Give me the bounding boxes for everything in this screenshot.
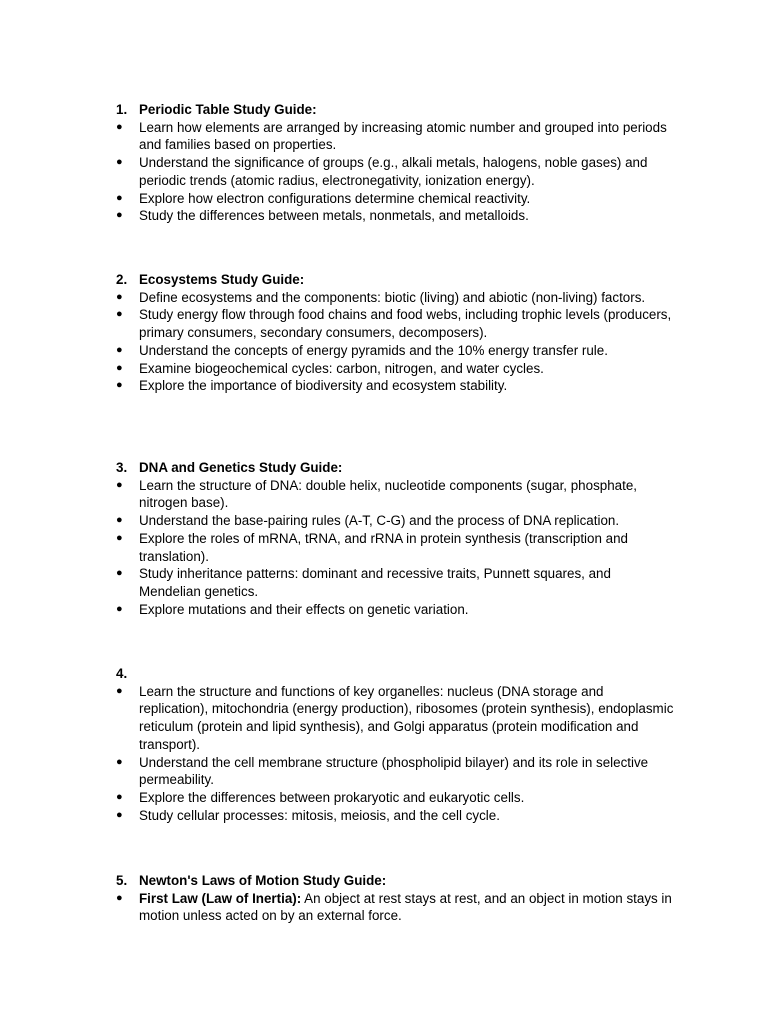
bullet-icon: ● [116, 514, 123, 527]
bullet-icon: ● [116, 209, 123, 222]
list-item [116, 306, 676, 341]
bullet-list [116, 477, 676, 619]
bullet-icon: ● [116, 808, 123, 821]
bullet-list [116, 119, 676, 225]
bullet-icon: ● [116, 343, 123, 356]
list-item [116, 512, 676, 530]
section-heading [116, 665, 676, 683]
section-heading [116, 101, 676, 119]
section-number: 1. [116, 102, 128, 117]
section-title: Newton's Laws of Motion Study Guide: [139, 873, 387, 888]
list-item-text: Understand the base-pairing rules (A-T, C-G) and the process of DNA replication. [139, 513, 620, 529]
section-number: 3. [116, 460, 128, 475]
list-item-text: Learn the structure of DNA: double helix, nucleotide components (sugar, phosphate, nitrogen base). [139, 477, 637, 511]
list-item [116, 477, 676, 512]
bullet-icon: ● [116, 567, 123, 580]
list-item [116, 754, 676, 789]
list-item [116, 683, 676, 754]
list-item [116, 601, 676, 619]
bullet-icon: ● [116, 531, 123, 544]
list-item-text: Study the differences between metals, nonmetals, and metalloids. [139, 208, 529, 224]
list-item [116, 890, 676, 925]
section-title: DNA and Genetics Study Guide: [139, 460, 343, 475]
list-item-text: Explore mutations and their effects on genetic variation. [139, 601, 469, 617]
list-item-text: Define ecosystems and the components: biotic (living) and abiotic (non-living) factors. [139, 289, 646, 305]
list-item [116, 807, 676, 825]
list-item-text: Learn the structure and functions of key organelles: nucleus (DNA storage and replication), mitochondria (energy production), ribosomes (protein synthesis), endoplasmic reticulum (protein and lipid synthesis), and Golgi apparatus (protein modification and transport). [139, 683, 674, 752]
bullet-list [116, 289, 676, 395]
list-item-text: Learn how elements are arranged by increasing atomic number and grouped into periods and families based on properties. [139, 119, 667, 153]
bullet-icon: ● [116, 156, 123, 169]
list-item-text: Explore the differences between prokaryotic and eukaryotic cells. [139, 789, 525, 805]
list-item-text: Study energy flow through food chains and food webs, including trophic levels (producers, primary consumers, secondary consumers, decomposers). [139, 307, 672, 341]
list-item [116, 530, 676, 565]
bullet-icon: ● [116, 790, 123, 803]
section-cell-structure [116, 665, 676, 824]
section-heading [116, 459, 676, 477]
section-title: Ecosystems Study Guide: [139, 272, 305, 287]
section-title: Periodic Table Study Guide: [139, 102, 317, 117]
list-item-text: Understand the significance of groups (e.g., alkali metals, halogens, noble gases) and periodic trends (atomic radius, electronegativity, ionization energy). [139, 155, 648, 188]
bullet-icon: ● [116, 379, 123, 392]
bullet-icon: ● [116, 602, 123, 615]
list-item-text: Examine biogeochemical cycles: carbon, nitrogen, and water cycles. [139, 360, 544, 376]
bullet-icon: ● [116, 891, 123, 904]
bullet-icon: ● [116, 290, 123, 303]
list-item [116, 289, 676, 307]
list-item-text: Explore the importance of biodiversity and ecosystem stability. [139, 378, 508, 394]
section-heading [116, 872, 676, 890]
bullet-icon: ● [116, 755, 123, 768]
bullet-icon: ● [116, 684, 123, 697]
bullet-icon: ● [116, 120, 123, 133]
list-item [116, 565, 676, 600]
section-dna-genetics [116, 459, 676, 618]
law-term: First Law (Law of Inertia): [139, 890, 302, 906]
bullet-icon: ● [116, 308, 123, 321]
list-item-text: Understand the cell membrane structure (phospholipid bilayer) and its role in selective permeability. [139, 754, 649, 788]
section-heading [116, 271, 676, 289]
section-number: 4. [116, 666, 128, 681]
list-item-text: Explore how electron configurations determine chemical reactivity. [139, 190, 531, 206]
section-newtons-laws [116, 872, 676, 925]
list-item [116, 377, 676, 395]
section-number: 2. [116, 272, 128, 287]
bullet-icon: ● [116, 191, 123, 204]
list-item [116, 360, 676, 378]
section-ecosystems [116, 271, 676, 395]
list-item [116, 190, 676, 208]
list-item [116, 119, 676, 154]
bullet-icon: ● [116, 478, 123, 491]
section-number: 5. [116, 873, 128, 888]
bullet-list [116, 890, 676, 925]
section-periodic-table [116, 101, 676, 225]
list-item [116, 342, 676, 360]
list-item [116, 789, 676, 807]
list-item-text: Understand the concepts of energy pyramids and the 10% energy transfer rule. [139, 342, 608, 358]
list-item [116, 154, 676, 189]
list-item-text: Study cellular processes: mitosis, meiosis, and the cell cycle. [139, 807, 500, 823]
list-item-text: An object at rest stays at rest, and an object in motion stays in motion unless acted on by an external force. [139, 890, 672, 924]
list-item [116, 207, 676, 225]
list-item-text: Explore the roles of mRNA, tRNA, and rRNA in protein synthesis (transcription and translation). [139, 530, 628, 564]
bullet-icon: ● [116, 361, 123, 374]
list-item-text: Study inheritance patterns: dominant and recessive traits, Punnett squares, and Mendelian genetics. [139, 566, 611, 599]
bullet-list [116, 683, 676, 825]
